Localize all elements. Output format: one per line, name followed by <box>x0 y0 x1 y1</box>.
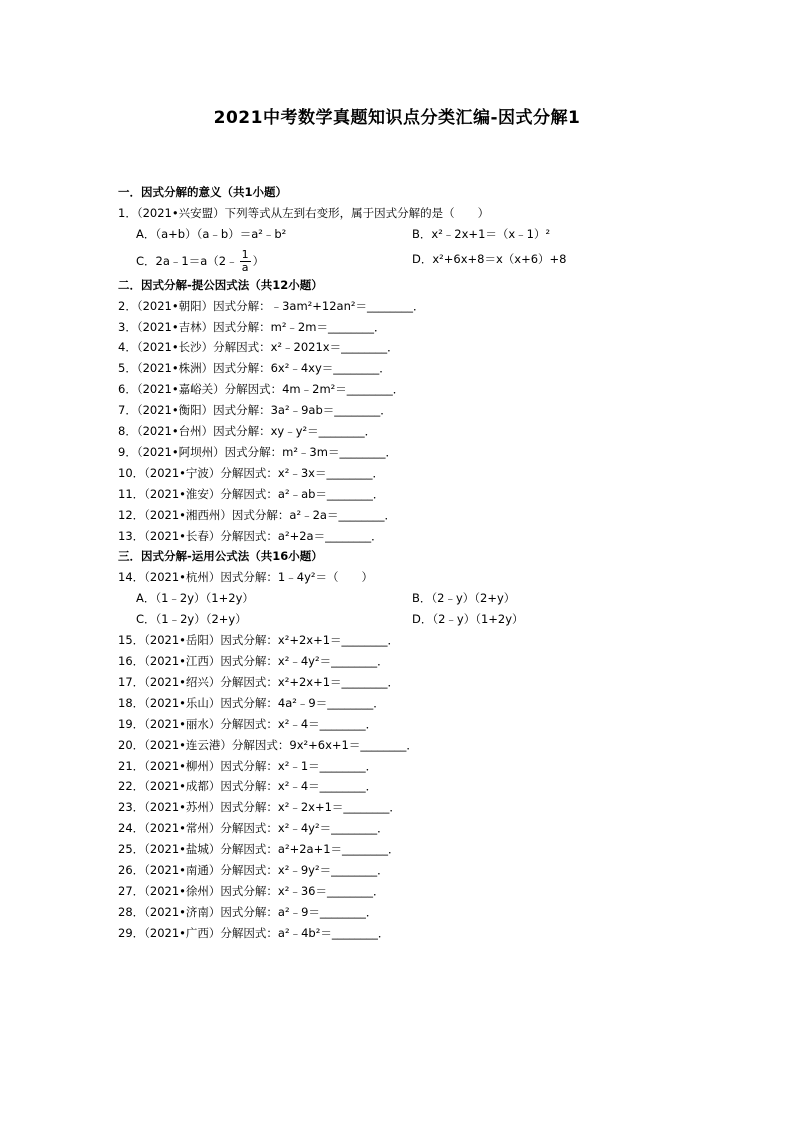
question-item: 12．（2021•湘西州）因式分解：a²﹣2a＝________． <box>118 507 396 522</box>
question-item: 5．（2021•株洲）因式分解：6x²﹣4xy＝________． <box>118 361 391 376</box>
document-body <box>118 182 718 944</box>
question-1-stem: 1．（2021•兴安盟）下列等式从左到右变形，属于因式分解的是（ ） <box>118 205 490 220</box>
section-heading-1: 一．因式分解的意义（共1小题） <box>118 185 287 199</box>
fraction <box>240 249 251 274</box>
option-b: B．x²﹣2x+1＝（x﹣1）² <box>412 226 551 241</box>
question-item: 20．（2021•连云港）分解因式：9x²+6x+1＝________． <box>118 737 418 752</box>
question-item: 27．（2021•徐州）因式分解：x²﹣36＝________． <box>118 883 385 898</box>
section-heading-2: 二．因式分解-提公因式法（共12小题） <box>118 277 323 292</box>
question-item: 15．（2021•岳阳）因式分解：x²+2x+1＝________． <box>118 633 400 648</box>
question-item: 19．（2021•丽水）分解因式：x²﹣4＝________． <box>118 716 378 731</box>
question-14-options-cd <box>118 609 718 630</box>
question-item: 29．（2021•广西）分解因式：a²﹣4b²＝________． <box>118 925 390 940</box>
question-item: 8．（2021•台州）因式分解：xy﹣y²＝________． <box>118 424 377 439</box>
fraction-numerator: 1 <box>241 247 249 261</box>
question-item: 6．（2021•嘉峪关）分解因式：4m﹣2m²＝________． <box>118 382 405 397</box>
option-c-post: ） <box>252 253 265 268</box>
question-item: 25．（2021•盐城）分解因式：a²+2a+1＝________． <box>118 842 400 857</box>
question-item: 2．（2021•朝阳）因式分解：﹣3am²+12an²＝________． <box>118 298 425 313</box>
option-c <box>136 249 264 274</box>
fraction-denominator: a <box>241 260 249 274</box>
question-item: 16．（2021•江西）因式分解：x²﹣4y²＝________． <box>118 653 389 668</box>
page-title: 2021中考数学真题知识点分类汇编-因式分解1 <box>213 108 581 128</box>
question-item: 23．（2021•苏州）因式分解：x²﹣2x+1＝________． <box>118 800 401 815</box>
option-a: A．（a+b）（a﹣b）＝a²﹣b² <box>136 226 287 241</box>
option-d: D．x²+6x+8＝x（x+6）+8 <box>412 251 567 266</box>
question-item: 24．（2021•常州）分解因式：x²﹣4y²＝________． <box>118 821 389 836</box>
option-c-pre: C．2a﹣1＝a（2﹣ <box>136 253 238 268</box>
question-14-options-ab <box>118 588 718 609</box>
question-item: 11．（2021•淮安）分解因式：a²﹣ab＝________． <box>118 486 385 501</box>
question-item: 3．（2021•吉林）因式分解：m²﹣2m＝________． <box>118 319 386 334</box>
question-item: 17．（2021•绍兴）分解因式：x²+2x+1＝________． <box>118 674 400 689</box>
question-1-options-cd <box>118 245 718 275</box>
question-item: 7．（2021•衡阳）因式分解：3a²﹣9ab＝________． <box>118 403 392 418</box>
question-item: 10．（2021•宁波）分解因式：x²﹣3x＝________． <box>118 465 384 480</box>
question-item: 18．（2021•乐山）因式分解：4a²﹣9＝________． <box>118 695 385 710</box>
question-item: 9．（2021•阿坝州）因式分解：m²﹣3m＝________． <box>118 444 397 459</box>
question-item: 21．（2021•柳州）因式分解：x²﹣1＝________． <box>118 758 378 773</box>
section-heading-3: 三．因式分解-运用公式法（共16小题） <box>118 549 323 564</box>
question-item: 4．（2021•长沙）分解因式：x²﹣2021x＝________． <box>118 340 399 355</box>
question-item: 28．（2021•济南）因式分解：a²﹣9＝________． <box>118 904 378 919</box>
question-item: 22．（2021•成都）因式分解：x²﹣4＝________． <box>118 779 378 794</box>
question-14-stem: 14．（2021•杭州）因式分解：1﹣4y²＝（ ） <box>118 570 373 585</box>
option-d: D．（2﹣y）（1+2y） <box>412 612 524 627</box>
option-c: C．（1﹣2y）（2+y） <box>136 612 247 627</box>
question-item: 26．（2021•南通）分解因式：x²﹣9y²＝________． <box>118 863 389 878</box>
option-b: B．（2﹣y）（2+y） <box>412 591 516 606</box>
question-1-options-ab <box>118 224 718 245</box>
question-item: 13．（2021•长春）分解因式：a²+2a＝________． <box>118 528 383 543</box>
option-a: A．（1﹣2y）（1+2y） <box>136 591 254 606</box>
